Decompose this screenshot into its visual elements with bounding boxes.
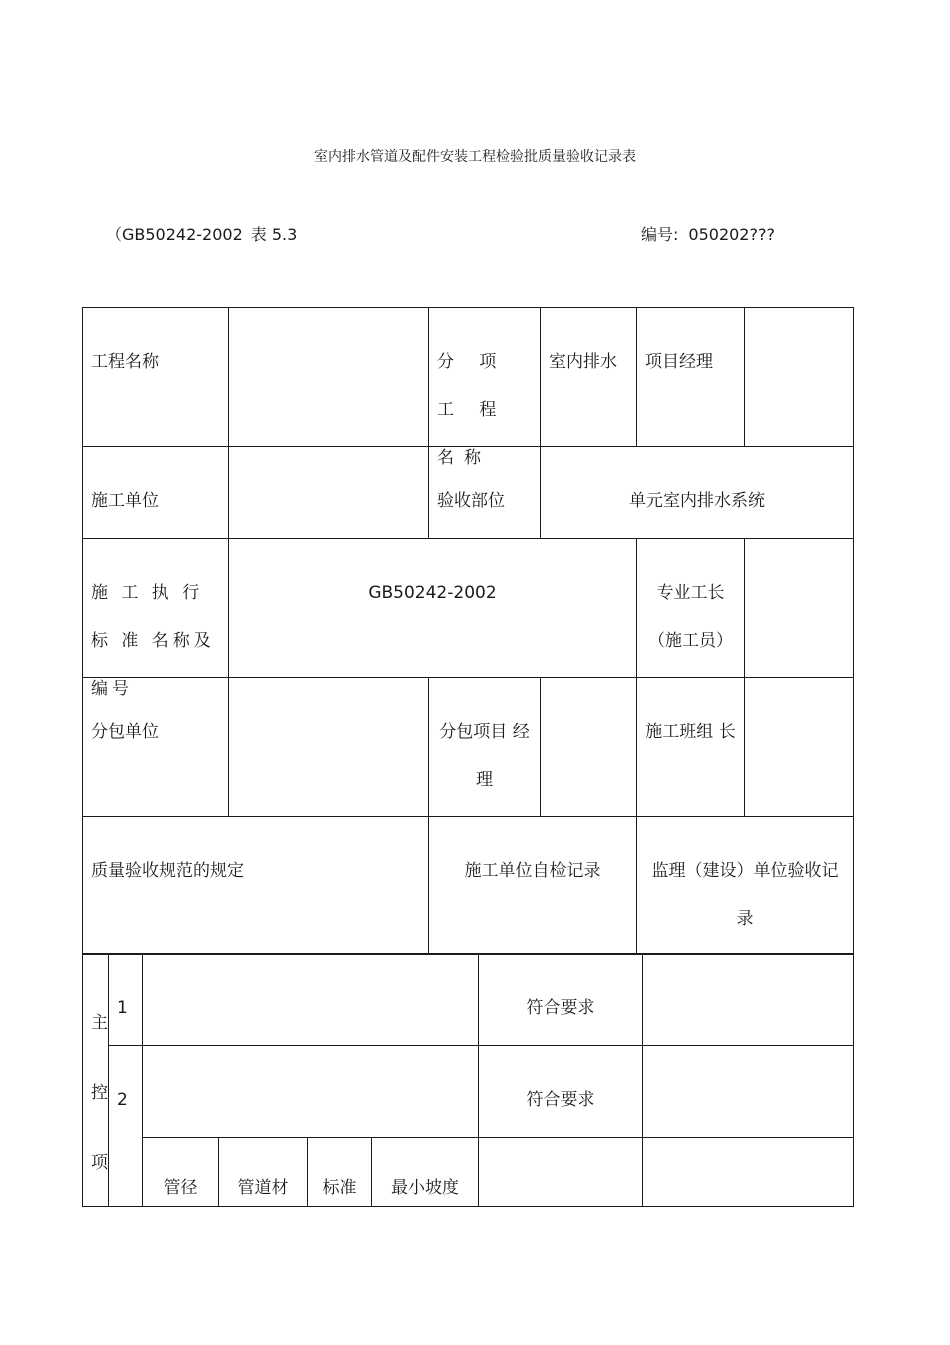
- construction-unit-label-cell: 施工单位: [82, 446, 229, 539]
- team-leader-label-cell: 施工班组 长: [636, 677, 745, 817]
- acceptance-part-value-cell[interactable]: 单元室内排水系统: [540, 446, 854, 539]
- project-manager-value-cell[interactable]: [744, 307, 854, 447]
- sub-row-self-check-cell[interactable]: [478, 1137, 643, 1207]
- serial-value: 050202???: [688, 225, 775, 244]
- spec-header-cell: 质量验收规范的规定: [82, 816, 429, 955]
- acceptance-part-label-cell: 验收部位: [428, 446, 541, 539]
- sub-pm-label-cell: 分包项目 经理: [428, 677, 541, 817]
- subitem-name-value-cell[interactable]: 室内排水: [540, 307, 637, 447]
- sub-row-supervision-cell[interactable]: [642, 1137, 854, 1207]
- serial-number: [641, 222, 775, 245]
- page-title: 室内排水管道及配件安装工程检验批质量验收记录表: [314, 149, 636, 165]
- item-1-self-check-cell[interactable]: 符合要求: [478, 953, 643, 1046]
- standard-label-cell: 施 工 执 行 标 准 名称及编号: [82, 538, 229, 678]
- team-leader-value-cell[interactable]: [744, 677, 854, 817]
- main-control-label-cell: 主控项: [82, 953, 109, 1207]
- info-table: [82, 307, 854, 954]
- supervision-header-cell: 监理（建设）单位验收记录: [636, 816, 854, 955]
- standard-code: （GB50242-2002: [106, 225, 243, 244]
- subcontractor-value-cell[interactable]: [228, 677, 429, 817]
- item-2-content-cell[interactable]: [142, 1045, 479, 1138]
- project-name-value-cell[interactable]: [228, 307, 429, 447]
- construction-unit-value-cell[interactable]: [228, 446, 429, 539]
- item-1-number-cell: 1: [108, 953, 143, 1046]
- project-name-label-cell: 工程名称: [82, 307, 229, 447]
- foreman-label-cell: 专业工长 （施工员）: [636, 538, 745, 678]
- item-2-self-check-cell[interactable]: 符合要求: [478, 1045, 643, 1138]
- sub-header-standard: 标准: [307, 1137, 372, 1207]
- standard-value-cell[interactable]: GB50242-2002: [228, 538, 637, 678]
- item-1-content-cell[interactable]: [142, 953, 479, 1046]
- sub-header-pipe-diameter: 管径: [142, 1137, 219, 1207]
- serial-label: 编号:: [641, 225, 679, 244]
- foreman-value-cell[interactable]: [744, 538, 854, 678]
- subitem-name-label-cell: 分 项 工 程 名称: [428, 307, 541, 447]
- sub-pm-value-cell[interactable]: [540, 677, 637, 817]
- sub-header-min-slope: 最小坡度: [371, 1137, 479, 1207]
- item-2-supervision-cell[interactable]: [642, 1045, 854, 1138]
- project-manager-label-cell: 项目经理: [636, 307, 745, 447]
- sub-header-pipe-material: 管道材: [218, 1137, 308, 1207]
- subcontractor-label-cell: 分包单位: [82, 677, 229, 817]
- table-reference: 表 5.3: [250, 225, 298, 244]
- item-1-supervision-cell[interactable]: [642, 953, 854, 1046]
- standard-reference: [106, 222, 297, 245]
- item-2-number-cell: 2: [108, 1045, 143, 1207]
- self-check-header-cell: 施工单位自检记录: [428, 816, 637, 955]
- main-control-table: [82, 953, 854, 1207]
